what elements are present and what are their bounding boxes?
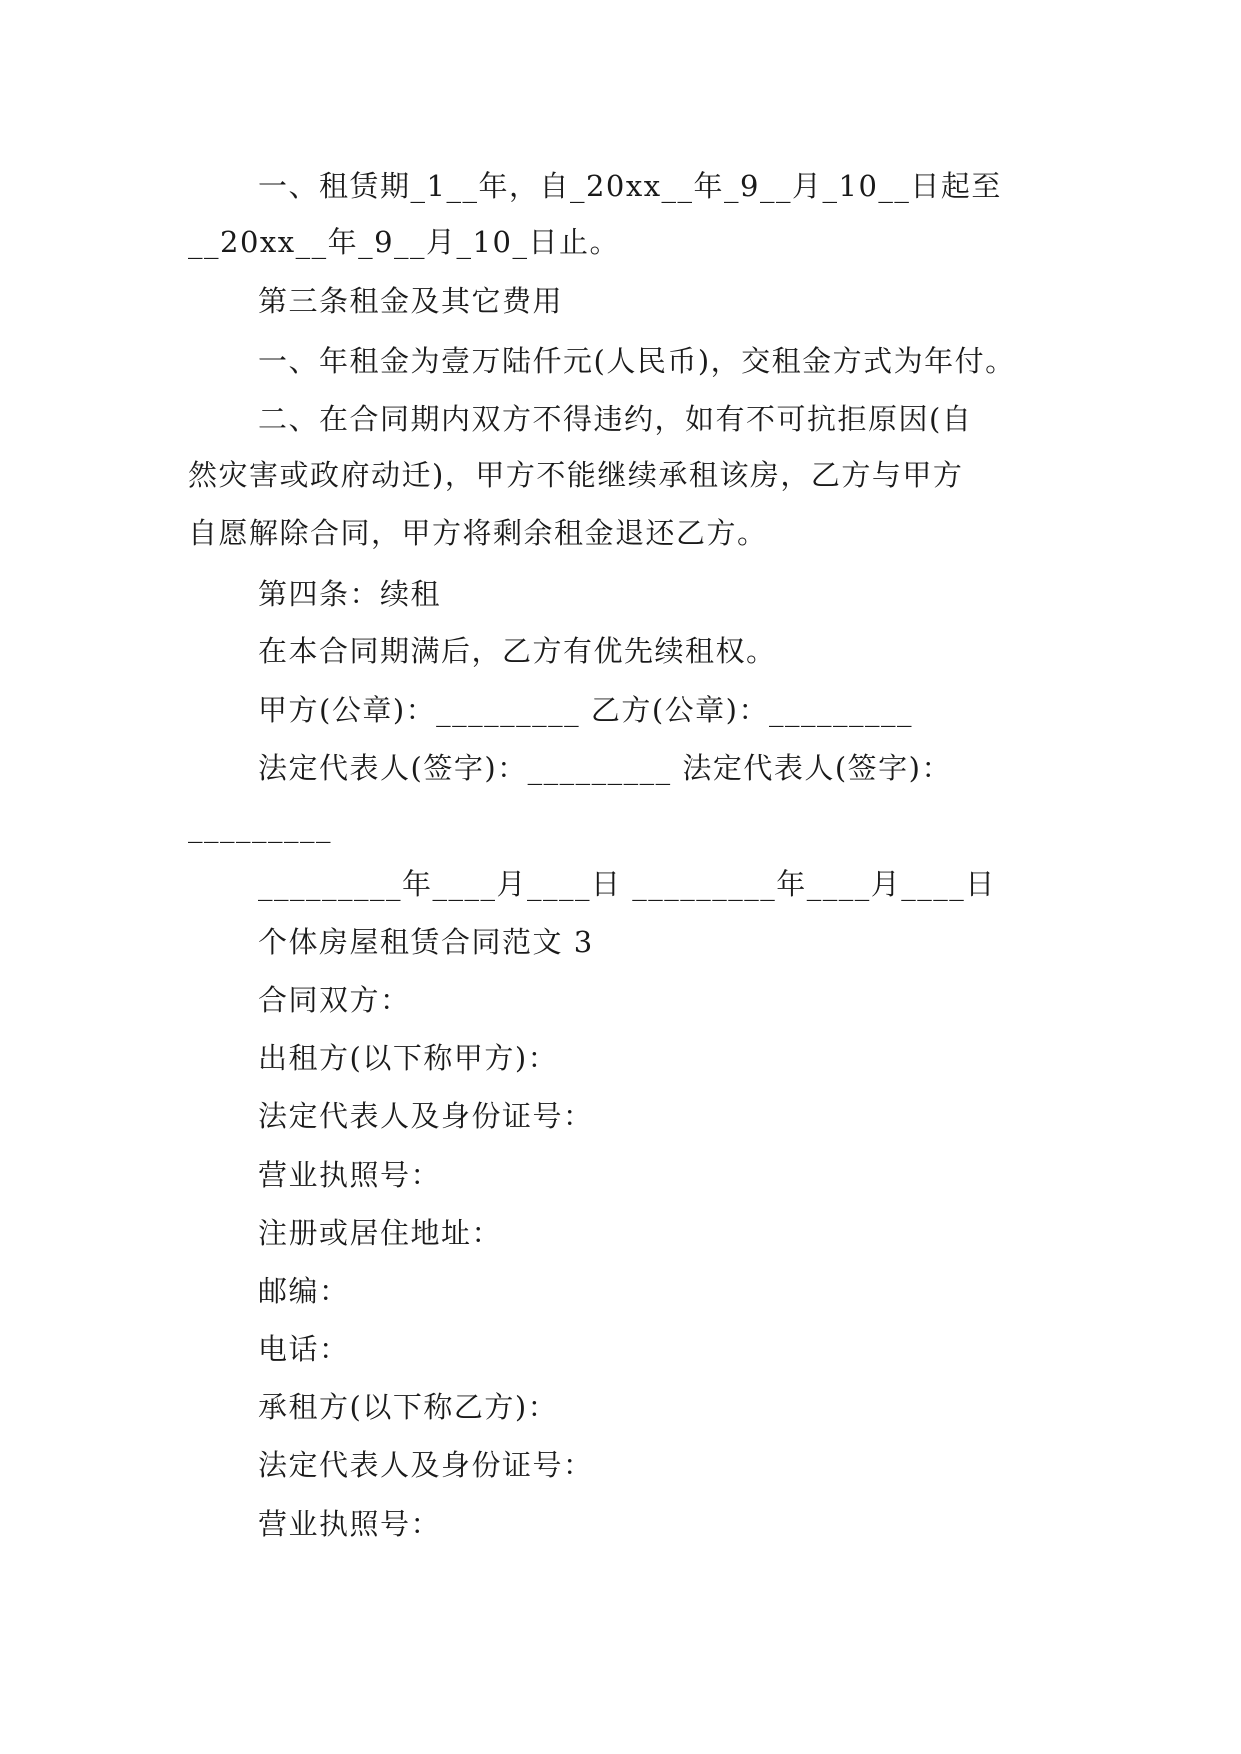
- lessee-representative-id: 法定代表人及身份证号：: [258, 1448, 594, 1482]
- section-title-sample-3: 个体房屋租赁合同范文 3: [258, 925, 594, 959]
- clause-lease-term: 一、租赁期_1__年，自_20xx__年_9__月_10__日起至: [258, 169, 1002, 203]
- clause-renewal: 在本合同期满后，乙方有优先续租权。: [258, 634, 777, 668]
- lessee-label: 承租方(以下称乙方)：: [258, 1390, 559, 1424]
- parties-heading: 合同双方：: [258, 983, 411, 1017]
- lessor-label: 出租方(以下称甲方)：: [258, 1041, 559, 1075]
- lessor-postcode: 邮编：: [258, 1274, 350, 1308]
- lessor-representative-id: 法定代表人及身份证号：: [258, 1099, 594, 1133]
- clause-annual-rent: 一、年租金为壹万陆仟元(人民币)，交租金方式为年付。: [258, 344, 1016, 378]
- lessee-business-license: 营业执照号：: [258, 1507, 442, 1541]
- lessor-phone: 电话：: [258, 1332, 350, 1366]
- signature-blank: _________: [188, 809, 332, 843]
- section-heading-article-4: 第四条：续租: [258, 577, 442, 611]
- signature-date-line: _________年____月____日 _________年____月____日: [258, 867, 996, 901]
- signature-seal-line: 甲方(公章)：_________ 乙方(公章)：_________: [258, 693, 913, 727]
- lessor-address: 注册或居住地址：: [258, 1216, 503, 1250]
- signature-representative-line: 法定代表人(签字)：_________ 法定代表人(签字)：: [258, 751, 952, 785]
- clause-lease-term-cont: __20xx__年_9__月_10_日止。: [188, 225, 620, 259]
- section-heading-article-3: 第三条租金及其它费用: [258, 284, 564, 318]
- clause-force-majeure-cont-2: 自愿解除合同，甲方将剩余租金退还乙方。: [188, 516, 768, 550]
- lessor-business-license: 营业执照号：: [258, 1158, 442, 1192]
- clause-force-majeure: 二、在合同期内双方不得违约，如有不可抗拒原因(自: [258, 402, 973, 436]
- clause-force-majeure-cont-1: 然灾害或政府动迁)，甲方不能继续承租该房，乙方与甲方: [188, 458, 964, 492]
